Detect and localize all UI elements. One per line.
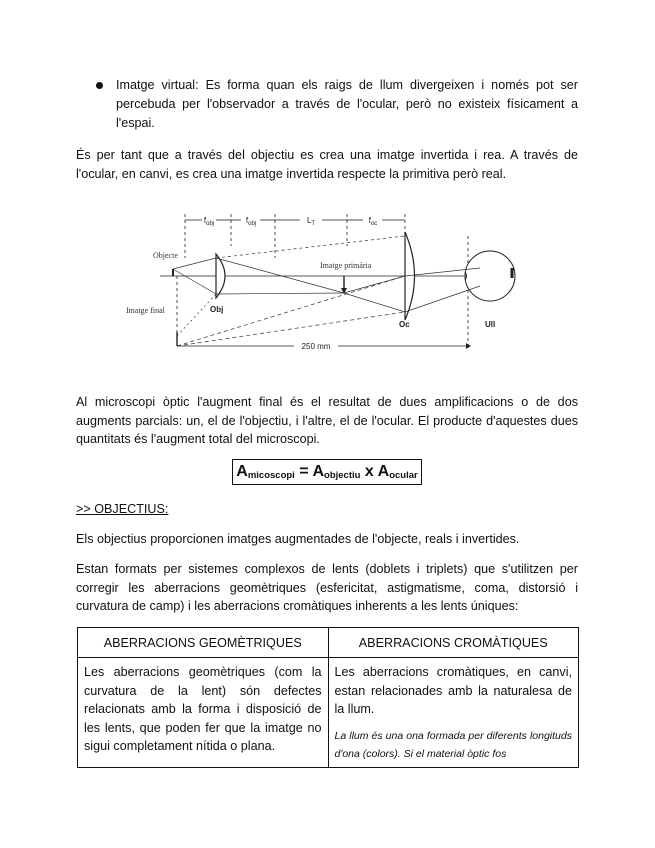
bullet-dot <box>96 82 103 89</box>
table-header-geometric: ABERRACIONS GEOMÈTRIQUES <box>78 628 329 658</box>
paragraph-magnification: Al microscopi òptic l'augment final és el resultat de dues amplificacions o de dos augments parcials: un, el de l'objectiu, i l'altre, el de l'ocular. El producte d'aquestes dues quantitats és l'augment total del microscopi. <box>76 395 578 446</box>
label-imatge-primaria: Imatge primària <box>320 261 372 270</box>
chromatic-italic-note: La llum és una ona formada per diferents longituds d'ona (colors). Si el material òptic fos <box>334 729 572 760</box>
table-cell-chromatic: Les aberracions cromàtiques, en canvi, estan relacionades amb la naturalesa de la llum. La llum és una ona formada per diferents longituds d'ona (colors). Si el material òptic fos <box>328 658 579 768</box>
label-objecte: Objecte <box>153 251 178 260</box>
magnification-formula: $A_{micoscopi} = A_{objectiu}$ x $A_{ocular}$ <box>232 459 422 485</box>
bullet-item-virtual-image <box>96 76 578 133</box>
label-lt: $L_T$ <box>306 216 316 227</box>
label-fobj-1: $f_{obj}$ <box>203 216 215 227</box>
label-distance: 250 mm <box>301 342 331 351</box>
eye <box>465 251 515 301</box>
section-title-objectius: >> OBJECTIUS: <box>76 502 169 516</box>
objective-lens <box>216 254 225 298</box>
paragraph-lens-systems: Estan formats per sistemes complexos de lents (doblets i triplets) que s'utilitzen per corregir les aberracions geomètriques (esfericitat, astigmatisme, coma, distorsió i curvatura de camp) i les aberracions cromàtiques inherents a les lents úniques: <box>76 562 578 613</box>
label-fobj-2: $f_{obj}$ <box>245 216 257 227</box>
label-foc: $f_{oc}$ <box>368 216 378 227</box>
paragraph-image-formation: És per tant que a través del objectiu es crea una imatge invertida i rea. A través de l'ocular, en canvi, es crea una imatge invertida respecte la primitiva però real. <box>76 148 578 181</box>
table-cell-geometric: Les aberracions geomètriques (com la curvatura de la lent) són defectes relacionats amb la forma i disposició de les lents, que poden fer que la imatge no sigui completament nítida o plana. <box>78 658 329 768</box>
label-obj: Obj <box>210 305 224 314</box>
aberrations-table <box>77 627 579 768</box>
label-imatge-final: Imatge final <box>126 306 165 315</box>
label-oc: Oc <box>399 320 410 329</box>
table-header-chromatic: ABERRACIONS CROMÀTIQUES <box>328 628 579 658</box>
label-ull: Ull <box>485 320 496 329</box>
microscope-optics-diagram <box>120 206 530 356</box>
bullet-text: Imatge virtual: Es forma quan els raigs de llum divergeixen i només pot ser percebuda per l'observador a través de l'ocular, però no existeix físicament a l'espai. <box>116 78 578 130</box>
paragraph-objectius-intro: Els objectius proporcionen imatges augmentades de l'objecte, reals i invertides. <box>76 532 520 546</box>
